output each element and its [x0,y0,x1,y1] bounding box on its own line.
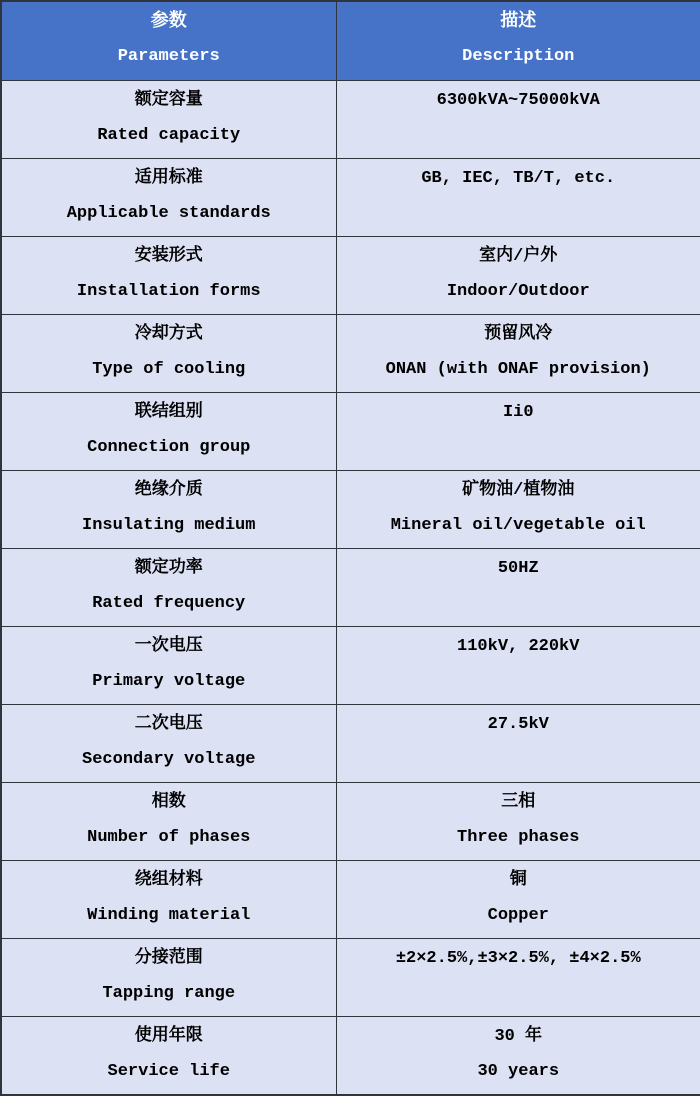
table-row [1,81,700,159]
desc-line1: GB, IEC, TB/T, etc. [421,169,616,188]
header-parameters-en: Parameters [117,47,220,66]
param-zh: 冷却方式 [134,325,203,344]
desc-line1: 矿物油/植物油 [462,481,575,500]
param-en: Connection group [87,438,251,457]
desc-line1: 50HZ [497,559,539,578]
param-cell [1,705,336,783]
param-zh: 二次电压 [134,715,203,734]
table-row [1,471,700,549]
param-zh: 相数 [151,793,186,812]
desc-line1: 三相 [501,793,536,812]
desc-line1: 110kV, 220kV [457,637,580,656]
param-zh: 绕组材料 [134,871,203,890]
table-row [1,627,700,705]
param-cell [1,783,336,861]
param-zh: 使用年限 [134,1027,203,1046]
desc-line2: Three phases [457,828,580,847]
param-zh: 一次电压 [134,637,203,656]
param-zh: 联结组别 [134,403,203,422]
desc-line2: Mineral oil/vegetable oil [390,516,646,535]
param-en: Secondary voltage [82,750,256,769]
desc-line2: 30 years [477,1062,560,1081]
desc-cell [336,1017,700,1096]
param-cell [1,627,336,705]
table-row [1,393,700,471]
param-en: Winding material [87,906,251,925]
param-cell [1,237,336,315]
param-en: Tapping range [102,984,236,1003]
header-description-en: Description [462,47,575,66]
param-cell [1,471,336,549]
desc-cell [336,81,700,159]
param-zh: 额定容量 [134,91,203,110]
param-cell [1,81,336,159]
header-description-zh: 描述 [500,12,537,32]
desc-cell [336,627,700,705]
desc-cell [336,237,700,315]
desc-line1: ±2×2.5%,±3×2.5%, ±4×2.5% [395,949,641,968]
param-en: Insulating medium [82,516,256,535]
desc-cell [336,939,700,1017]
table-row [1,237,700,315]
param-zh: 分接范围 [134,949,203,968]
param-zh: 适用标准 [134,169,203,188]
table-header-row [1,1,700,81]
desc-line1: 27.5kV [487,715,549,734]
param-en: Rated capacity [97,126,241,145]
desc-cell [336,159,700,237]
desc-line1: 铜 [509,871,527,890]
param-zh: 额定功率 [134,559,203,578]
table-row [1,705,700,783]
desc-cell [336,549,700,627]
param-cell [1,939,336,1017]
param-en: Installation forms [76,282,261,301]
param-en: Primary voltage [92,672,246,691]
desc-line2: Copper [487,906,549,925]
table-row [1,315,700,393]
param-en: Type of cooling [92,360,246,379]
param-cell [1,1017,336,1096]
param-cell [1,549,336,627]
table-row [1,1017,700,1096]
desc-cell [336,861,700,939]
header-cell-description [336,1,700,81]
param-en: Service life [107,1062,230,1081]
table-row [1,939,700,1017]
param-en: Applicable standards [66,204,271,223]
param-zh: 绝缘介质 [134,481,203,500]
desc-cell [336,315,700,393]
desc-line1: 预留风冷 [484,325,553,344]
desc-line1: 6300kVA~75000kVA [436,91,600,110]
param-en: Number of phases [87,828,251,847]
param-cell [1,315,336,393]
header-cell-parameters [1,1,336,81]
header-parameters-zh: 参数 [150,12,187,32]
desc-line1: 30 年 [494,1027,543,1046]
table-row [1,549,700,627]
table-row [1,159,700,237]
desc-line1: Ii0 [502,403,534,422]
table-row [1,783,700,861]
param-zh: 安装形式 [134,247,203,266]
desc-line2: Indoor/Outdoor [446,282,590,301]
desc-cell [336,705,700,783]
param-cell [1,393,336,471]
param-cell [1,861,336,939]
param-cell [1,159,336,237]
table-row [1,861,700,939]
desc-line1: 室内/户外 [479,247,558,266]
param-en: Rated frequency [92,594,246,613]
desc-line2: ONAN (with ONAF provision) [385,360,651,379]
desc-cell [336,393,700,471]
desc-cell [336,783,700,861]
desc-cell [336,471,700,549]
